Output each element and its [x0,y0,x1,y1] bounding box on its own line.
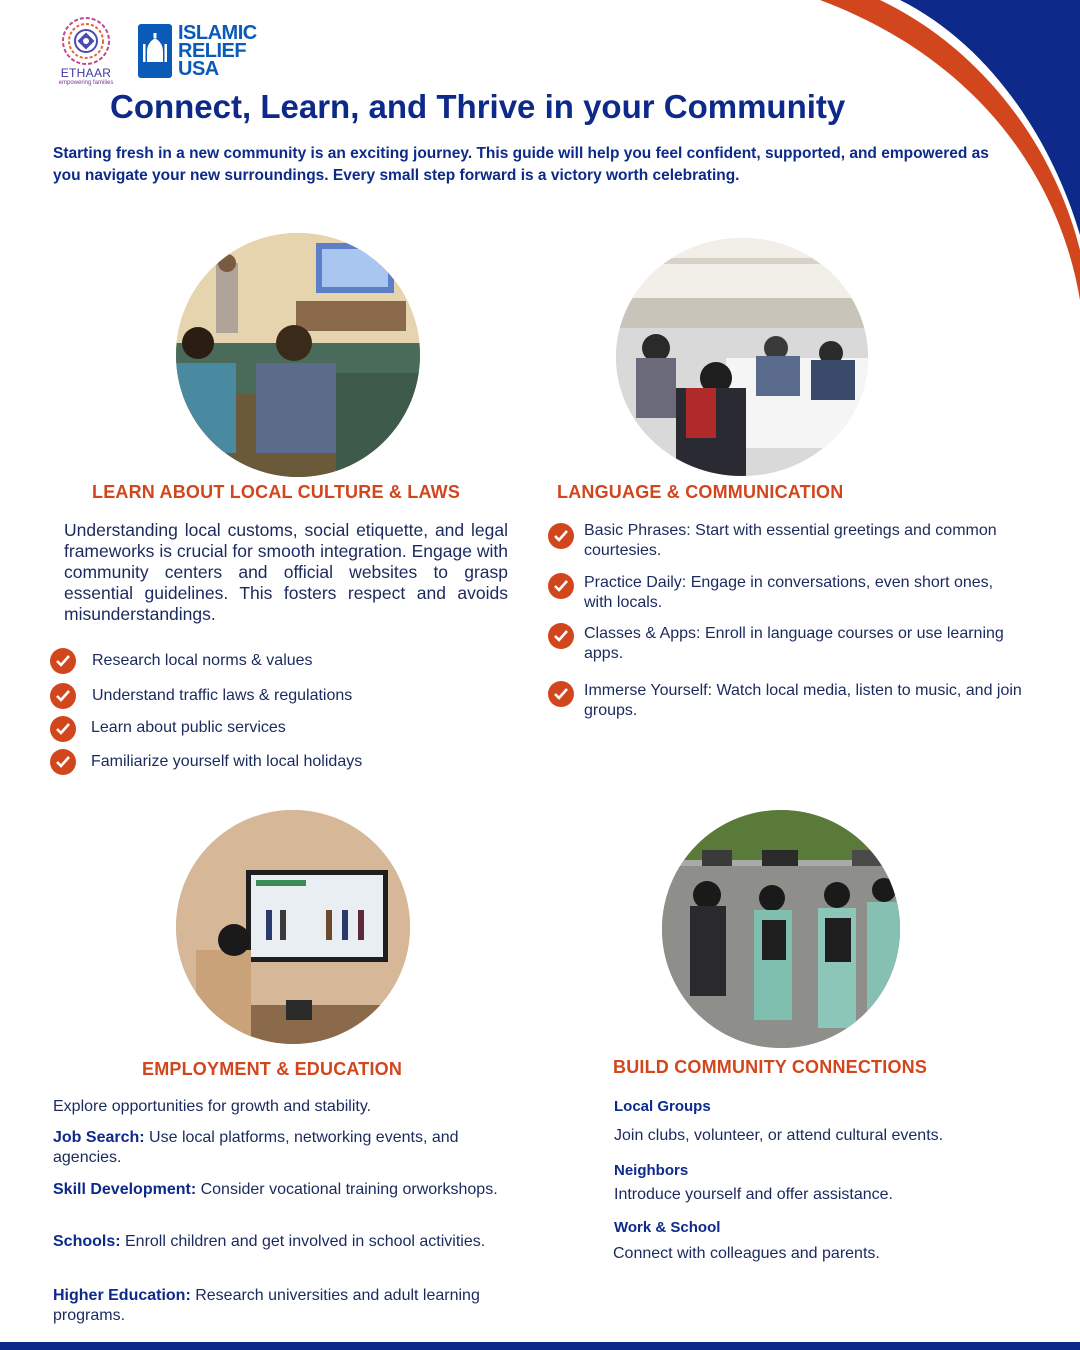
language-item-1: Basic Phrases: Start with essential greetings and common courtesies. [584,522,997,559]
check-icon [50,683,76,709]
employment-photo [176,810,410,1044]
community-section-title: BUILD COMMUNITY CONNECTIONS [613,1057,928,1077]
intro-paragraph: Starting fresh in a new community is an exciting journey. This guide will help you feel confident, supported, and empowered as you navigate your new surroundings. Every small step forward is a victory worth celebrating. [53,145,989,184]
employment-item-text: Enroll children and get involved in school activities. [120,1233,486,1250]
employment-item-text: Consider vocational training orworkshops. [196,1181,498,1198]
community-text-3: Connect with colleagues and parents. [613,1245,880,1262]
language-photo [616,238,868,476]
check-icon [548,623,574,649]
community-text-1: Join clubs, volunteer, or attend cultural events. [614,1127,944,1144]
employment-item-text: Research universities and adult learning programs. [53,1287,480,1324]
employment-section-title: EMPLOYMENT & EDUCATION [142,1059,403,1079]
check-icon [548,573,574,599]
culture-item-3: Learn about public services [91,719,286,736]
employment-item-label: Schools: [53,1233,121,1250]
community-photo [662,810,900,1048]
ir-line-2: RELIEF [178,40,247,62]
community-text-2: Introduce yourself and offer assistance. [614,1186,893,1203]
culture-item-1: Research local norms & values [92,652,313,669]
check-icon [548,681,574,707]
employment-item-1 [53,1128,523,1168]
employment-item-label: Higher Education: [53,1287,191,1304]
check-icon [50,648,76,674]
ethaar-tagline: empowering families [58,80,114,86]
islamic-relief-logo [138,24,268,80]
employment-item-2 [53,1180,523,1200]
community-heading-2: Neighbors [614,1162,689,1179]
community-heading-3: Work & School [614,1219,721,1236]
employment-item-label: Skill Development: [53,1181,197,1198]
ir-line-1: ISLAMIC [178,22,257,44]
culture-section-title: LEARN ABOUT LOCAL CULTURE & LAWS [92,482,461,502]
bottom-bar [0,1342,1080,1350]
employment-intro: Explore opportunities for growth and stability. [53,1098,372,1115]
language-section-title: LANGUAGE & COMMUNICATION [557,482,844,502]
mandala-logo-icon [61,16,111,66]
community-heading-1: Local Groups [614,1098,711,1115]
ethaar-name: ETHAAR [60,66,112,80]
ir-line-3: USA [178,58,219,80]
check-icon [50,716,76,742]
ethaar-logo [58,16,114,90]
employment-item-text: Use local platforms, networking events, and agencies. [53,1129,459,1166]
language-item-3: Classes & Apps: Enroll in language courses or use learning apps. [584,625,1004,662]
culture-item-4: Familiarize yourself with local holidays [91,753,363,770]
islamic-relief-wordmark [178,24,257,78]
employment-item-label: Job Search: [53,1129,145,1146]
language-item-2: Practice Daily: Engage in conversations, even short ones, with locals. [584,574,994,611]
employment-item-3 [53,1232,523,1252]
mosque-logo-icon [138,24,172,78]
culture-item-2: Understand traffic laws & regulations [92,687,353,704]
page-title: Connect, Learn, and Thrive in your Community [110,88,846,125]
employment-item-4 [53,1286,523,1326]
culture-photo [176,233,420,477]
check-icon [548,523,574,549]
check-icon [50,749,76,775]
language-item-4: Immerse Yourself: Watch local media, listen to music, and join groups. [584,682,1022,719]
culture-body: Understanding local customs, social etiquette, and legal frameworks is crucial for smooth integration. Engage with community centers and official websites to grasp essential guidelines. This fosters respect and avoids misunderstandings. [64,520,508,624]
